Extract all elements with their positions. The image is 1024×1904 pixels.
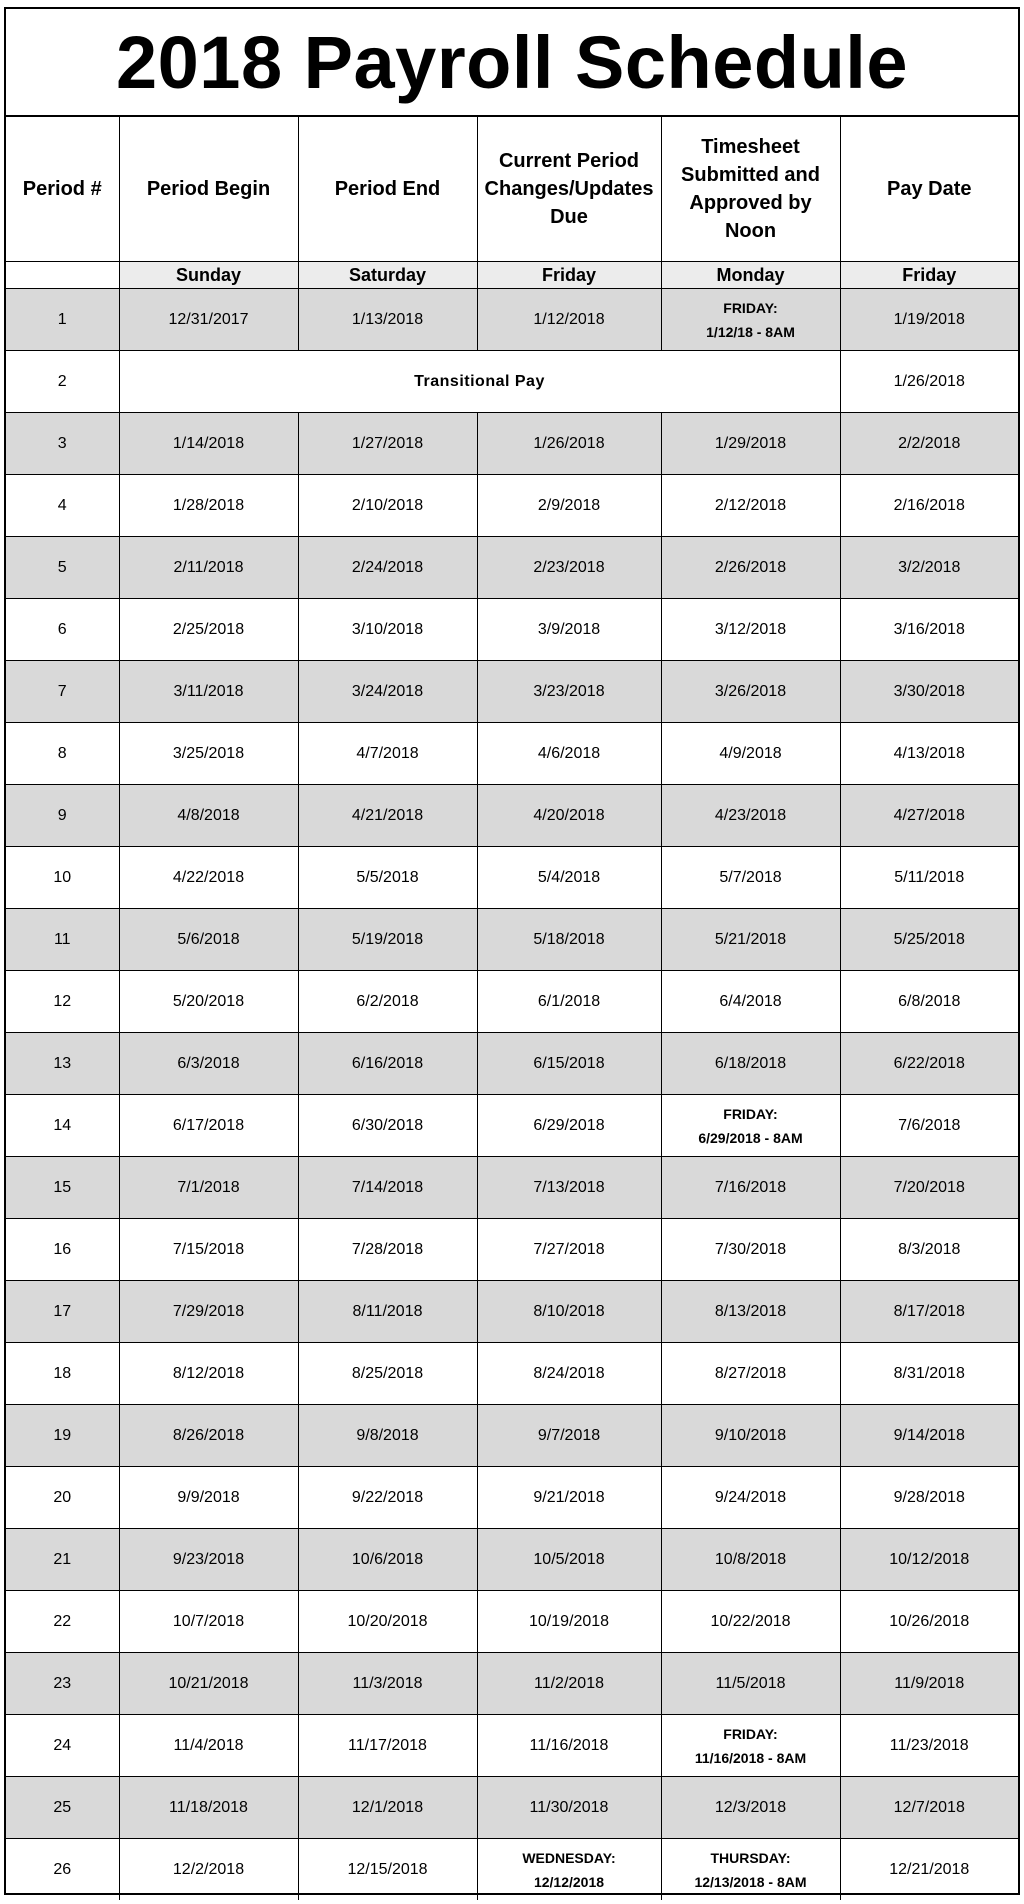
cell-changes-due: 5/18/2018	[477, 909, 661, 971]
cell-changes-due: 11/16/2018	[477, 1715, 661, 1777]
cell-period-end: 1/13/2018	[298, 289, 477, 351]
cell-timesheet: 10/8/2018	[661, 1529, 840, 1591]
cell-changes-due: 3/23/2018	[477, 661, 661, 723]
cell-changes-due: 10/5/2018	[477, 1529, 661, 1591]
cell-timesheet: 11/5/2018	[661, 1653, 840, 1715]
table-row	[6, 1591, 1018, 1653]
cell-pay-date: 3/16/2018	[840, 599, 1018, 661]
cell-changes-due: 8/24/2018	[477, 1343, 661, 1405]
cell-period-end: 2/10/2018	[298, 475, 477, 537]
cell-period: 10	[6, 847, 119, 909]
cell-period: 3	[6, 413, 119, 475]
cell-period: 5	[6, 537, 119, 599]
cell-pay-date: 6/8/2018	[840, 971, 1018, 1033]
table-row	[6, 1219, 1018, 1281]
cell-period: 25	[6, 1777, 119, 1839]
cell-changes-due: 6/29/2018	[477, 1095, 661, 1157]
cell-period: 4	[6, 475, 119, 537]
cell-timesheet	[661, 1715, 840, 1777]
cell-period: 1	[6, 289, 119, 351]
cell-period-begin: 7/1/2018	[119, 1157, 298, 1219]
cell-period-end: 11/17/2018	[298, 1715, 477, 1777]
cell-timesheet: 3/12/2018	[661, 599, 840, 661]
cell-timesheet: 7/16/2018	[661, 1157, 840, 1219]
cell-period-end: 11/3/2018	[298, 1653, 477, 1715]
cell-pay-date: 10/12/2018	[840, 1529, 1018, 1591]
cell-period: 20	[6, 1467, 119, 1529]
weekday-pay-date: Friday	[840, 262, 1018, 289]
cell-timesheet: 9/10/2018	[661, 1405, 840, 1467]
cell-pay-date: 11/23/2018	[840, 1715, 1018, 1777]
cell-period-end: 10/6/2018	[298, 1529, 477, 1591]
cell-period-end: 5/19/2018	[298, 909, 477, 971]
cell-changes-due	[477, 1839, 661, 1901]
transitional-pay-label: Transitional Pay	[119, 351, 840, 413]
cell-period: 6	[6, 599, 119, 661]
weekday-changes-due: Friday	[477, 262, 661, 289]
cell-period: 12	[6, 971, 119, 1033]
weekday-period-end: Saturday	[298, 262, 477, 289]
table-row	[6, 785, 1018, 847]
cell-changes-due: 11/2/2018	[477, 1653, 661, 1715]
cell-pay-date: 2/16/2018	[840, 475, 1018, 537]
cell-timesheet-line: FRIDAY:	[723, 1725, 778, 1742]
cell-pay-date: 7/6/2018	[840, 1095, 1018, 1157]
cell-changes-due-line: 12/12/2018	[533, 1873, 605, 1890]
cell-period: 16	[6, 1219, 119, 1281]
cell-changes-due-line: WEDNESDAY:	[522, 1849, 616, 1866]
cell-period: 17	[6, 1281, 119, 1343]
table-row	[6, 1343, 1018, 1405]
cell-pay-date: 8/31/2018	[840, 1343, 1018, 1405]
cell-changes-due: 10/19/2018	[477, 1591, 661, 1653]
cell-period: 14	[6, 1095, 119, 1157]
cell-pay-date: 2/2/2018	[840, 413, 1018, 475]
cell-period-end: 9/22/2018	[298, 1467, 477, 1529]
cell-timesheet: 6/4/2018	[661, 971, 840, 1033]
cell-timesheet-line: FRIDAY:	[723, 299, 778, 316]
cell-period-begin: 11/18/2018	[119, 1777, 298, 1839]
cell-period: 21	[6, 1529, 119, 1591]
cell-period: 11	[6, 909, 119, 971]
cell-period-begin: 6/17/2018	[119, 1095, 298, 1157]
cell-period-begin: 12/2/2018	[119, 1839, 298, 1901]
table-row	[6, 351, 1018, 413]
cell-timesheet: 10/22/2018	[661, 1591, 840, 1653]
cell-period-begin: 10/21/2018	[119, 1653, 298, 1715]
table-row	[6, 289, 1018, 351]
header-period-begin: Period Begin	[119, 117, 298, 262]
table-row	[6, 1653, 1018, 1715]
table-row	[6, 1095, 1018, 1157]
cell-timesheet: 3/26/2018	[661, 661, 840, 723]
header-row	[6, 117, 1018, 262]
cell-period-end: 8/11/2018	[298, 1281, 477, 1343]
cell-period: 19	[6, 1405, 119, 1467]
cell-period-end: 3/10/2018	[298, 599, 477, 661]
cell-period-begin: 6/3/2018	[119, 1033, 298, 1095]
table-row	[6, 1467, 1018, 1529]
cell-period: 9	[6, 785, 119, 847]
cell-timesheet: 12/3/2018	[661, 1777, 840, 1839]
cell-pay-date: 5/25/2018	[840, 909, 1018, 971]
cell-period-begin: 2/25/2018	[119, 599, 298, 661]
schedule-body	[6, 289, 1018, 1901]
cell-changes-due: 4/20/2018	[477, 785, 661, 847]
cell-timesheet	[661, 1839, 840, 1901]
cell-timesheet-line: 6/29/2018 - 8AM	[698, 1129, 803, 1146]
cell-pay-date: 12/7/2018	[840, 1777, 1018, 1839]
table-row	[6, 1281, 1018, 1343]
cell-period-end: 7/28/2018	[298, 1219, 477, 1281]
cell-changes-due: 1/12/2018	[477, 289, 661, 351]
header-changes-due: Current Period Changes/Updates Due	[477, 117, 661, 262]
cell-period-begin: 3/25/2018	[119, 723, 298, 785]
cell-period: 26	[6, 1839, 119, 1901]
cell-pay-date: 1/19/2018	[840, 289, 1018, 351]
cell-period-end: 6/30/2018	[298, 1095, 477, 1157]
cell-period-begin: 7/15/2018	[119, 1219, 298, 1281]
table-row	[6, 971, 1018, 1033]
cell-pay-date: 8/17/2018	[840, 1281, 1018, 1343]
cell-period-end: 7/14/2018	[298, 1157, 477, 1219]
table-row	[6, 1839, 1018, 1901]
cell-timesheet: 4/23/2018	[661, 785, 840, 847]
cell-period-begin: 5/6/2018	[119, 909, 298, 971]
cell-period-end: 4/7/2018	[298, 723, 477, 785]
cell-changes-due: 7/13/2018	[477, 1157, 661, 1219]
cell-changes-due: 4/6/2018	[477, 723, 661, 785]
table-row	[6, 661, 1018, 723]
cell-pay-date: 10/26/2018	[840, 1591, 1018, 1653]
cell-timesheet: 8/13/2018	[661, 1281, 840, 1343]
cell-period: 18	[6, 1343, 119, 1405]
cell-timesheet-line: 1/12/18 - 8AM	[706, 323, 795, 340]
table-row	[6, 599, 1018, 661]
cell-period-end: 9/8/2018	[298, 1405, 477, 1467]
cell-pay-date: 9/28/2018	[840, 1467, 1018, 1529]
cell-period: 13	[6, 1033, 119, 1095]
cell-period: 22	[6, 1591, 119, 1653]
cell-changes-due: 11/30/2018	[477, 1777, 661, 1839]
cell-period-begin: 5/20/2018	[119, 971, 298, 1033]
cell-period-end: 8/25/2018	[298, 1343, 477, 1405]
cell-timesheet-line: FRIDAY:	[723, 1105, 778, 1122]
table-row	[6, 1033, 1018, 1095]
cell-period-begin: 7/29/2018	[119, 1281, 298, 1343]
weekday-blank	[6, 262, 119, 289]
cell-timesheet	[661, 289, 840, 351]
table-row	[6, 1715, 1018, 1777]
cell-period-end: 4/21/2018	[298, 785, 477, 847]
cell-changes-due: 9/21/2018	[477, 1467, 661, 1529]
cell-pay-date: 3/2/2018	[840, 537, 1018, 599]
cell-period: 8	[6, 723, 119, 785]
weekday-timesheet: Monday	[661, 262, 840, 289]
cell-period-begin: 12/31/2017	[119, 289, 298, 351]
cell-period-end: 12/1/2018	[298, 1777, 477, 1839]
table-row	[6, 723, 1018, 785]
cell-period-begin: 3/11/2018	[119, 661, 298, 723]
header-timesheet: Timesheet Submitted and Approved by Noon	[661, 117, 840, 262]
header-period-end: Period End	[298, 117, 477, 262]
table-row	[6, 1405, 1018, 1467]
cell-timesheet: 5/7/2018	[661, 847, 840, 909]
table-row	[6, 909, 1018, 971]
cell-period-begin: 8/26/2018	[119, 1405, 298, 1467]
header-pay-date: Pay Date	[840, 117, 1018, 262]
cell-pay-date: 8/3/2018	[840, 1219, 1018, 1281]
cell-timesheet: 9/24/2018	[661, 1467, 840, 1529]
cell-period-begin: 4/8/2018	[119, 785, 298, 847]
weekday-row	[6, 262, 1018, 289]
table-row	[6, 537, 1018, 599]
cell-timesheet: 1/29/2018	[661, 413, 840, 475]
cell-changes-due: 9/7/2018	[477, 1405, 661, 1467]
cell-period: 23	[6, 1653, 119, 1715]
table-row	[6, 413, 1018, 475]
cell-changes-due: 7/27/2018	[477, 1219, 661, 1281]
cell-period: 7	[6, 661, 119, 723]
cell-pay-date: 3/30/2018	[840, 661, 1018, 723]
cell-changes-due: 5/4/2018	[477, 847, 661, 909]
cell-timesheet: 5/21/2018	[661, 909, 840, 971]
cell-changes-due: 2/23/2018	[477, 537, 661, 599]
cell-period-begin: 1/28/2018	[119, 475, 298, 537]
cell-period: 2	[6, 351, 119, 413]
cell-timesheet: 6/18/2018	[661, 1033, 840, 1095]
cell-period-begin: 4/22/2018	[119, 847, 298, 909]
cell-period-end: 6/2/2018	[298, 971, 477, 1033]
header-period: Period #	[6, 117, 119, 262]
payroll-schedule-sheet	[4, 7, 1020, 1895]
schedule-table	[6, 117, 1018, 1900]
cell-pay-date: 11/9/2018	[840, 1653, 1018, 1715]
weekday-period-begin: Sunday	[119, 262, 298, 289]
table-row	[6, 475, 1018, 537]
cell-changes-due: 6/1/2018	[477, 971, 661, 1033]
cell-period-end: 1/27/2018	[298, 413, 477, 475]
table-row	[6, 1157, 1018, 1219]
cell-period-begin: 9/23/2018	[119, 1529, 298, 1591]
cell-timesheet: 2/12/2018	[661, 475, 840, 537]
cell-period-begin: 10/7/2018	[119, 1591, 298, 1653]
cell-timesheet-line: THURSDAY:	[710, 1849, 791, 1866]
cell-pay-date: 7/20/2018	[840, 1157, 1018, 1219]
table-row	[6, 1529, 1018, 1591]
cell-pay-date: 5/11/2018	[840, 847, 1018, 909]
cell-period-begin: 1/14/2018	[119, 413, 298, 475]
cell-pay-date: 4/13/2018	[840, 723, 1018, 785]
cell-timesheet-line: 12/13/2018 - 8AM	[694, 1873, 807, 1890]
cell-changes-due: 6/15/2018	[477, 1033, 661, 1095]
cell-changes-due: 2/9/2018	[477, 475, 661, 537]
cell-pay-date: 6/22/2018	[840, 1033, 1018, 1095]
cell-pay-date: 12/21/2018	[840, 1839, 1018, 1901]
cell-timesheet: 4/9/2018	[661, 723, 840, 785]
cell-timesheet-line: 11/16/2018 - 8AM	[694, 1749, 807, 1766]
cell-timesheet: 7/30/2018	[661, 1219, 840, 1281]
table-row	[6, 1777, 1018, 1839]
cell-pay-date: 1/26/2018	[840, 351, 1018, 413]
cell-period-end: 5/5/2018	[298, 847, 477, 909]
table-row	[6, 847, 1018, 909]
cell-period-begin: 8/12/2018	[119, 1343, 298, 1405]
cell-changes-due: 1/26/2018	[477, 413, 661, 475]
cell-pay-date: 9/14/2018	[840, 1405, 1018, 1467]
cell-period-end: 3/24/2018	[298, 661, 477, 723]
cell-changes-due: 3/9/2018	[477, 599, 661, 661]
cell-timesheet: 2/26/2018	[661, 537, 840, 599]
page-title: 2018 Payroll Schedule	[6, 9, 1018, 117]
cell-period: 15	[6, 1157, 119, 1219]
cell-period-end: 6/16/2018	[298, 1033, 477, 1095]
cell-pay-date: 4/27/2018	[840, 785, 1018, 847]
cell-period-end: 10/20/2018	[298, 1591, 477, 1653]
cell-period-end: 2/24/2018	[298, 537, 477, 599]
cell-period-end: 12/15/2018	[298, 1839, 477, 1901]
cell-period-begin: 9/9/2018	[119, 1467, 298, 1529]
cell-period-begin: 2/11/2018	[119, 537, 298, 599]
cell-period: 24	[6, 1715, 119, 1777]
cell-period-begin: 11/4/2018	[119, 1715, 298, 1777]
cell-changes-due: 8/10/2018	[477, 1281, 661, 1343]
cell-timesheet: 8/27/2018	[661, 1343, 840, 1405]
cell-timesheet	[661, 1095, 840, 1157]
